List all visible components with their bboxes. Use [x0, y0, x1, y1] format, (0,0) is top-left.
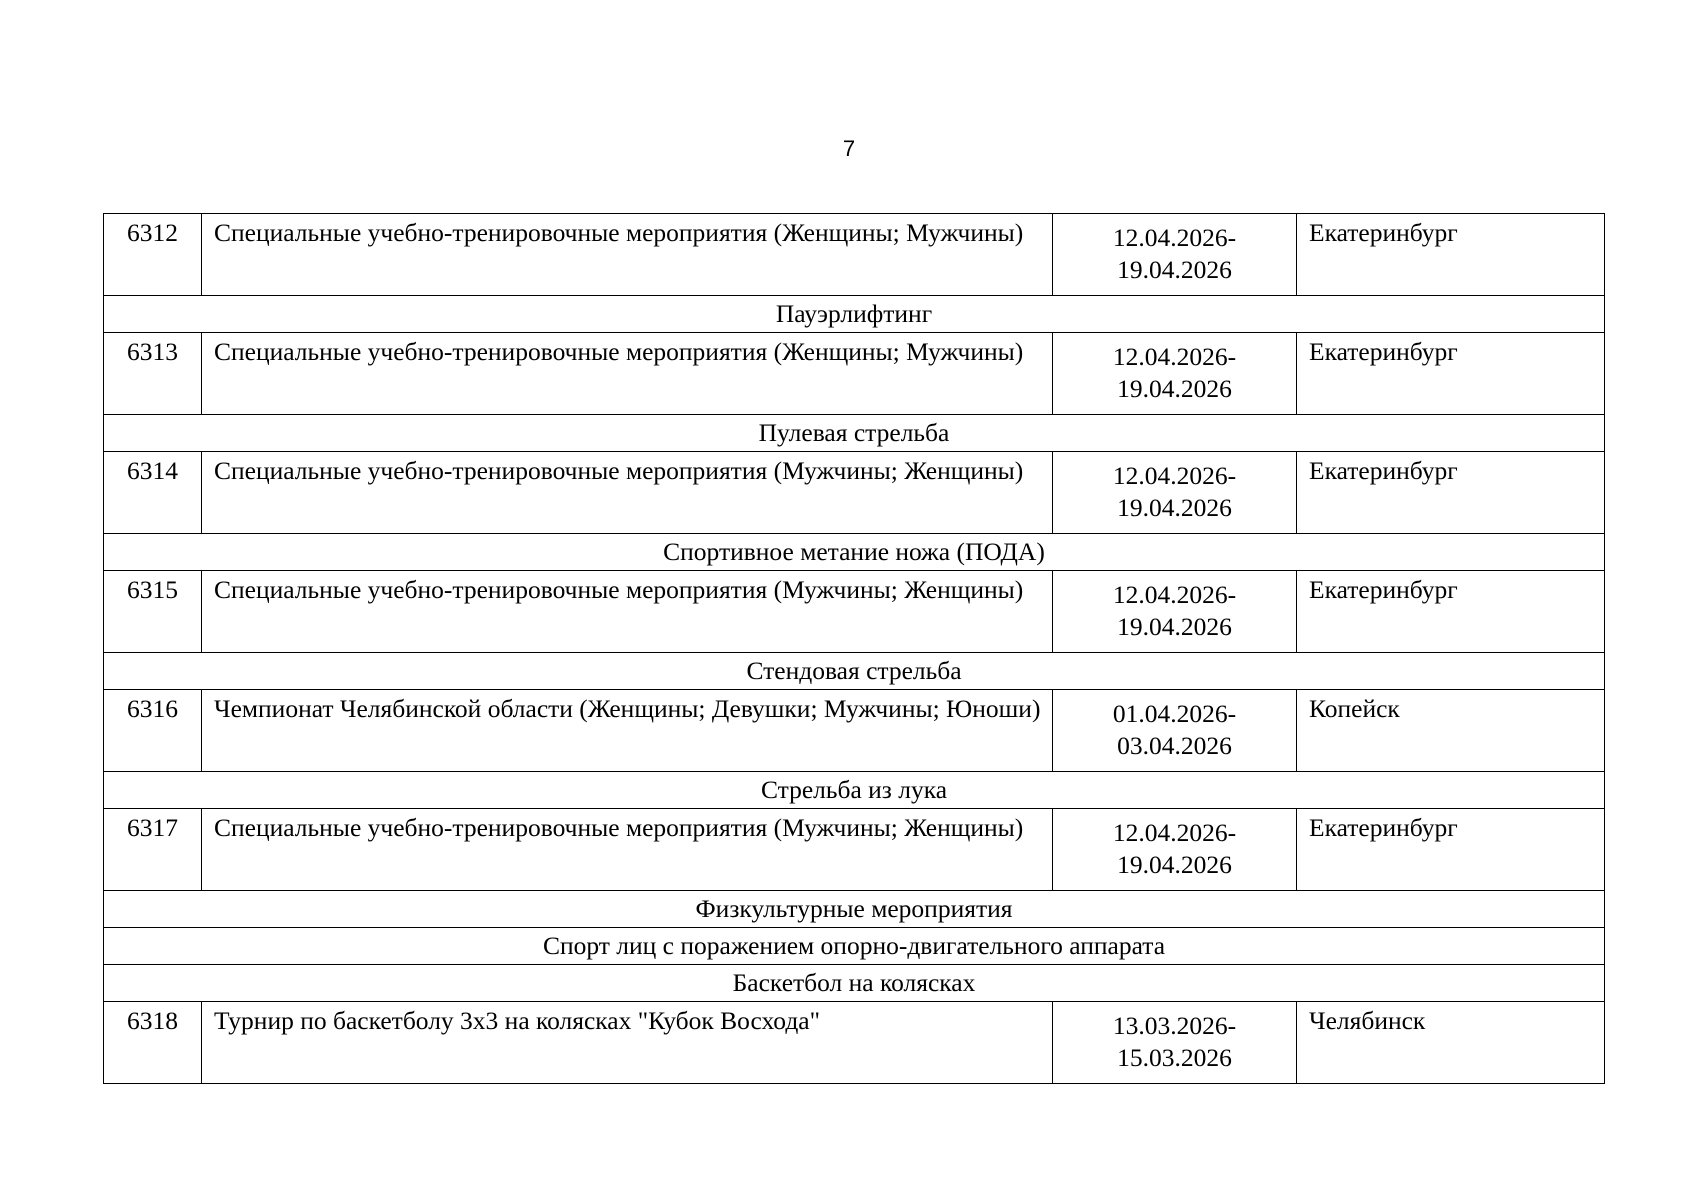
- section-heading-row: [104, 534, 1605, 571]
- event-dates: [1053, 809, 1297, 891]
- event-place: Екатеринбург: [1297, 571, 1605, 653]
- event-name: Специальные учебно-тренировочные мероприятия (Женщины; Мужчины): [202, 333, 1053, 415]
- event-number: 6318: [104, 1002, 202, 1084]
- event-date-start: 01.04.2026-: [1112, 699, 1237, 728]
- event-place: Челябинск: [1297, 1002, 1605, 1084]
- event-date-start: 12.04.2026-: [1112, 580, 1237, 609]
- event-number: 6316: [104, 690, 202, 772]
- event-place: Екатеринбург: [1297, 809, 1605, 891]
- event-date-start: 12.04.2026-: [1112, 818, 1237, 847]
- section-title: Спорт лиц с поражением опорно-двигательного аппарата: [104, 928, 1605, 965]
- section-title: Спортивное метание ножа (ПОДА): [104, 534, 1605, 571]
- event-row: [104, 571, 1605, 653]
- events-table-body: [104, 214, 1605, 1084]
- event-date-end: 15.03.2026: [1117, 1043, 1232, 1072]
- event-name: Специальные учебно-тренировочные мероприятия (Женщины; Мужчины): [202, 214, 1053, 296]
- section-heading-row: [104, 415, 1605, 452]
- event-place: Копейск: [1297, 690, 1605, 772]
- event-place: Екатеринбург: [1297, 214, 1605, 296]
- event-name: Специальные учебно-тренировочные мероприятия (Мужчины; Женщины): [202, 571, 1053, 653]
- event-number: 6315: [104, 571, 202, 653]
- event-name: Специальные учебно-тренировочные мероприятия (Мужчины; Женщины): [202, 809, 1053, 891]
- event-name: Специальные учебно-тренировочные мероприятия (Мужчины; Женщины): [202, 452, 1053, 534]
- events-table: [103, 213, 1605, 1084]
- event-date-start: 12.04.2026-: [1112, 223, 1237, 252]
- event-place: Екатеринбург: [1297, 452, 1605, 534]
- event-row: [104, 690, 1605, 772]
- event-place: Екатеринбург: [1297, 333, 1605, 415]
- event-dates: [1053, 1002, 1297, 1084]
- event-date-end: 19.04.2026: [1117, 493, 1232, 522]
- section-title: Физкультурные мероприятия: [104, 891, 1605, 928]
- event-row: [104, 333, 1605, 415]
- event-date-start: 13.03.2026-: [1112, 1011, 1237, 1040]
- event-date-end: 19.04.2026: [1117, 255, 1232, 284]
- event-dates: [1053, 571, 1297, 653]
- event-row: [104, 452, 1605, 534]
- event-number: 6314: [104, 452, 202, 534]
- section-heading-row: [104, 296, 1605, 333]
- event-row: [104, 214, 1605, 296]
- section-title: Баскетбол на колясках: [104, 965, 1605, 1002]
- event-date-start: 12.04.2026-: [1112, 342, 1237, 371]
- section-heading-row: [104, 891, 1605, 928]
- section-title: Стендовая стрельба: [104, 653, 1605, 690]
- event-number: 6317: [104, 809, 202, 891]
- section-heading-row: [104, 965, 1605, 1002]
- section-title: Пауэрлифтинг: [104, 296, 1605, 333]
- section-heading-row: [104, 772, 1605, 809]
- event-dates: [1053, 333, 1297, 415]
- page-number: 7: [842, 136, 856, 161]
- section-heading-row: [104, 928, 1605, 965]
- event-date-start: 12.04.2026-: [1112, 461, 1237, 490]
- event-date-end: 03.04.2026: [1117, 731, 1232, 760]
- event-name: Чемпионат Челябинской области (Женщины; Девушки; Мужчины; Юноши): [202, 690, 1053, 772]
- event-date-end: 19.04.2026: [1117, 850, 1232, 879]
- section-title: Стрельба из лука: [104, 772, 1605, 809]
- event-number: 6312: [104, 214, 202, 296]
- section-heading-row: [104, 653, 1605, 690]
- section-title: Пулевая стрельба: [104, 415, 1605, 452]
- event-dates: [1053, 214, 1297, 296]
- event-date-end: 19.04.2026: [1117, 612, 1232, 641]
- event-dates: [1053, 452, 1297, 534]
- event-number: 6313: [104, 333, 202, 415]
- event-row: [104, 809, 1605, 891]
- event-date-end: 19.04.2026: [1117, 374, 1232, 403]
- event-row: [104, 1002, 1605, 1084]
- event-dates: [1053, 690, 1297, 772]
- event-name: Турнир по баскетболу 3х3 на колясках "Кубок Восхода": [202, 1002, 1053, 1084]
